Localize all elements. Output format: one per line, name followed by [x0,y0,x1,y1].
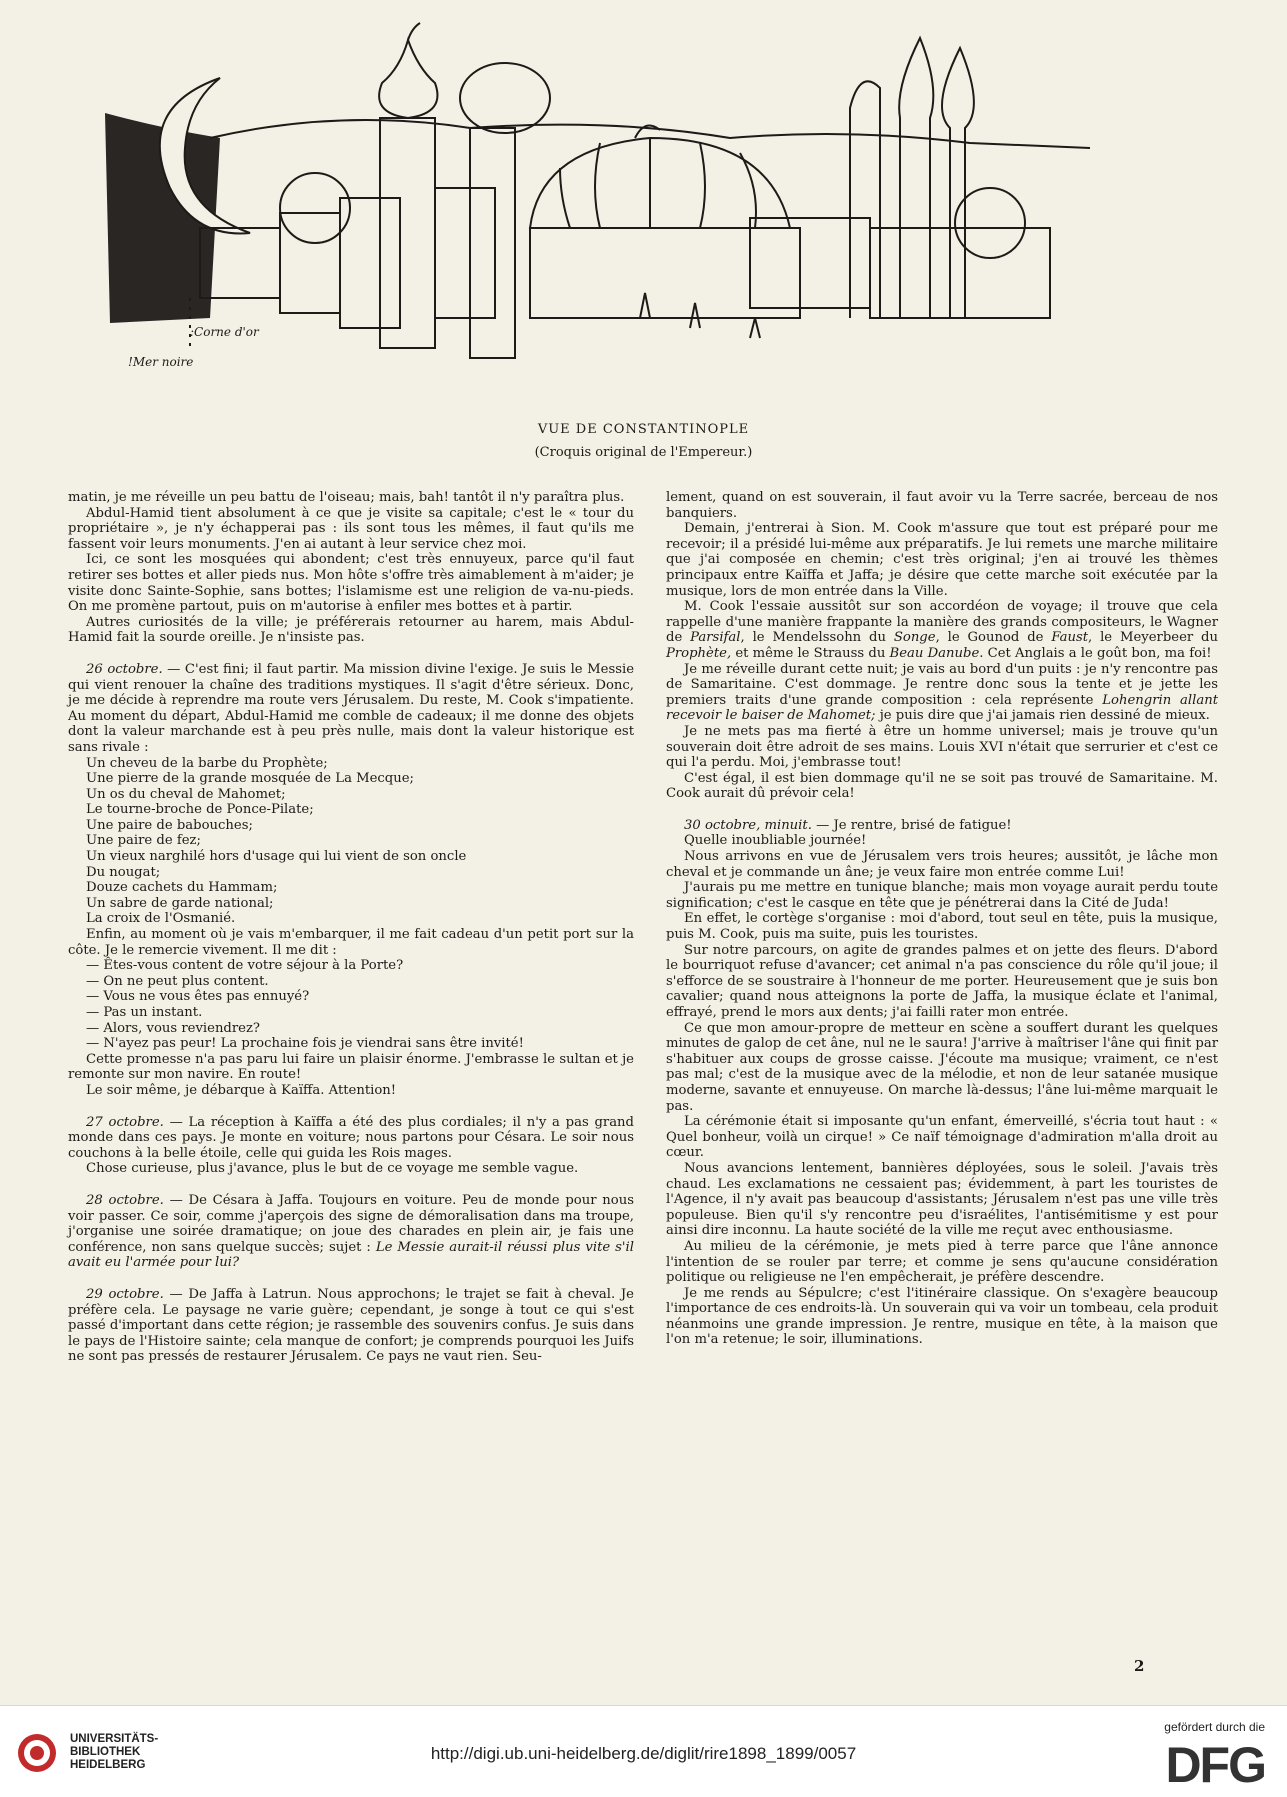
text-run: M. Cook l'essaie aussitôt sur son accordéon de voyage; il trouve que cela rappelle d'une manière frappante la manière des grands compositeurs, le Wagner de [666,599,1218,646]
text-run: , le Mendelssohn du [740,630,894,646]
sketch-apple [460,63,550,133]
sketch-carrot [899,38,933,318]
paragraph: Chose curieuse, plus j'avance, plus le but de ce voyage me semble vague. [86,1161,579,1177]
paragraph: Enfin, au moment où je vais m'embarquer, il me fait cadeau d'un petit port sur la côte. Je le remercie vivement. Il me dit : [68,927,634,958]
dialogue-line: — On ne peut plus content. [86,973,269,989]
gift-list-item: Du nougat; [86,864,161,880]
viewer-footer [0,1705,1287,1797]
paragraph: Je me rends au Sépulcre; c'est l'itinéraire classique. On s'exagère beaucoup l'importance de ces endroits-là. Un souverain qui va voir un tombeau, cela produit néanmoins une grande impression. Je rentre, musique en tête, à la maison que l'on m'a retenue; le soir, illuminations. [666,1285,1218,1348]
paragraph: Sur notre parcours, on agite de grandes palmes et on jette des fleurs. D'abord le bourriquot refuse d'avancer; cet animal n'a pas conscience du rôle qu'il joue; il s'efforce de se soustraire à l'honneur de me porter. Heureusement que je suis bon cavalier; quand nous atteignons la porte de Jaffa, la musique éclate et l'animal, effrayé, prend le mors aux dents; j'ai failli rater mon entrée. [666,942,1218,1020]
entry-text: — De Césara à Jaffa. Toujours en voiture. Peu de monde pour nous voir passer. Ce soir, comme j'aperçois des signe de démoralisation dans ma troupe, j'organise une soirée dramatique; on joue des charades en plein air, je fais une conférence, non sans quelque succès; sujet : [68,1192,634,1255]
paragraph: La cérémonie était si imposante qu'un enfant, émerveillé, s'écria tout haut : « Quel bonheur, voilà un cirque! » Ce naïf témoignage d'admiration m'alla droit au cœur. [666,1114,1218,1161]
text-run: . Cet Anglais a le goût bon, ma foi! [979,645,1212,661]
paragraph: lement, quand on est souverain, il faut avoir vu la Terre sacrée, berceau de nos banquiers. [666,490,1218,521]
sketch-pear [379,40,437,118]
text-run: je puis dire que j'ai jamais rien dessiné de mieux. [875,708,1210,724]
library-name-line: UNIVERSITÄTS- [70,1733,159,1745]
text-column-left [68,490,634,1365]
paragraph: Au milieu de la cérémonie, je mets pied à terre parce que l'âne annonce l'intention de se rouler par terre; et comme je sens qu'aucune considération politique ou religieuse ne l'en empêcherait, je préfère descendre. [666,1238,1218,1286]
entry-text: — La réception à Kaïffa a été des plus cordiales; il n'y a pas grand monde dans ces pays. Je monte en voiture; nous partons pour Césara. Le soir nous couchons à la belle étoile, celle qui guida les Rois mages. [68,1114,634,1161]
paragraph [666,662,1218,724]
diary-entry-oct30 [666,818,1218,834]
text-column-right [666,490,1218,1348]
page-number: 2 [1134,1657,1145,1675]
dialogue-line: — Vous ne vous êtes pas ennuyé? [86,989,310,1005]
library-name-line: BIBLIOTHEK [70,1746,141,1758]
entry-date: 30 octobre, minuit. [684,817,812,833]
work-title: Faust [1051,630,1089,646]
sketch-asparagus [850,81,880,318]
gift-list-item: Une paire de babouches; [86,817,253,833]
paragraph: Autres curiosités de la ville; je préférerais retourner au harem, mais Abdul-Hamid fait la sourde oreille. Je n'insiste pas. [68,614,634,646]
work-title: Songe [893,630,936,646]
dialogue-line: — Alors, vous reviendrez? [86,1020,261,1036]
sketch-tower [380,118,435,348]
work-title: Parsifal [690,630,741,646]
gift-list-item: Un sabre de garde national; [86,895,274,911]
sketch-pumpkin [530,138,790,228]
text-run: , le Gounod de [935,630,1052,646]
paragraph: J'aurais pu me mettre en tunique blanche; mais mon voyage aurait perdu toute signification; c'est le casque en tête que je pénétrerai dans la Cité de Juda! [666,880,1218,911]
diary-entry-oct27 [68,1115,634,1162]
sketch-building [750,218,870,308]
dialogue-line: — Pas un instant. [86,1005,203,1020]
funding-label: gefördert durch die [1164,1720,1265,1734]
text-run: et même le Strauss du [731,645,890,661]
sketch-label-golden-horn: :Corne d'or [190,325,259,339]
paragraph: Cette promesse n'a pas paru lui faire un plaisir énorme. J'embrasse le sultan et je remonte sur mon navire. En route! [68,1051,634,1083]
figure-caption-subtitle: (Croquis original de l'Empereur.) [534,445,753,460]
entry-date: 28 octobre. [86,1192,164,1208]
sketch-tower [470,128,515,358]
paragraph: matin, je me réveille un peu battu de l'oiseau; mais, bah! tantôt il n'y paraîtra plus. [68,490,625,505]
sketch-building [280,213,340,313]
sketch-building [530,228,800,318]
paragraph [666,599,1218,661]
text-run: , le Meyerbeer du [1088,630,1218,646]
work-title: Lohengrin allant recevoir le baiser de Mahomet; [666,692,1219,724]
sketch-label-black-sea: !Mer noire [128,355,194,369]
paragraph: Nous avancions lentement, bannières déployées, sous le soleil. J'avais très chaud. Les exclamations ne cessaient pas; évidemment, à part les touristes de l'Agence, il n'y avait pas beaucoup d'assistants; Jérusalem n'est pas une ville très populeuse. Bien qu'il s'y rencontre peu d'israélites, l'antisémitisme y est pour ainsi dire inconnu. La haute société de la ville me reçut avec enthousiasme. [666,1160,1218,1239]
dialogue-line: — N'ayez pas peur! La prochaine fois je viendrai sans être invité! [86,1036,524,1052]
text-run: Je me réveille durant cette nuit; je vais au bord d'un puits : je n'y rencontre pas de Samaritaine. C'est dommage. Je rentre donc sous la tente et je jette les premiers traits d'une grande composition : cela représente [666,661,1218,708]
paragraph: En effet, le cortège s'organise : moi d'abord, tout seul en tête, puis la musique, puis M. Cook, puis ma suite, puis les touristes. [666,911,1218,943]
paragraph: Ici, ce sont les mosquées qui abondent; c'est très ennuyeux, parce qu'il faut retirer ses bottes et aller pieds nus. Mon hôte s'offre très aimablement à m'aider; je visite donc Sainte-Sophie, sans bottes; l'islamisme est une religion de va-nu-pieds. On me promène partout, puis on m'autorise à enfiler mes bottes et à partir. [68,552,634,615]
sketch-building [435,188,495,318]
work-title: Prophète, [666,645,732,661]
paragraph: Quelle inoubliable journée! [684,833,867,849]
gift-list-item: Une paire de fez; [86,833,201,849]
figure-caption-title: VUE DE CONSTANTINOPLE [537,422,750,437]
paragraph: Le soir même, je débarque à Kaïffa. Attention! [86,1082,397,1098]
gift-list-item: Un cheveu de la barbe du Prophète; [86,755,328,771]
paragraph: Nous arrivons en vue de Jérusalem vers trois heures; aussitôt, je lâche mon cheval et je commande un âne; je veux faire mon entrée comme Lui! [666,849,1218,880]
work-title: Beau Danube [889,645,980,661]
dfg-logo: DFG [1165,1737,1265,1793]
entry-date: 29 octobre. [86,1286,164,1302]
paragraph: C'est égal, il est bien dommage qu'il ne se soit pas trouvé de Samaritaine. M. Cook aurait dû prévoir cela! [666,770,1218,802]
paragraph: Je ne mets pas ma fierté à être un homme universel; mais je trouve qu'un souverain doit être adroit de ses mains. Louis XVI n'était que serrurier et c'est ce qui l'a perdu. Moi, j'embrasse tout! [666,723,1218,771]
gift-list-item: Un os du cheval de Mahomet; [86,786,286,802]
entry-date: 27 octobre. [86,1114,164,1130]
entry-date: 26 octobre. [86,661,163,677]
gift-list-item: Le tourne-broche de Ponce-Pilate; [86,802,314,818]
lecture-subject: Le Messie aurait-il réussi plus vite s'il avait eu l'armée pour lui? [68,1239,634,1271]
library-name-line: HEIDELBERG [70,1759,146,1771]
gift-list-item: La croix de l'Osmanié. [86,911,236,927]
paragraph: Demain, j'entrerai à Sion. M. Cook m'assure que tout est préparé pour me recevoir; il a présidé lui-même aux préparatifs. Je lui remets une marche militaire que j'ai composée en chemin; c'est très original; j'en ai trouvé les thèmes principaux entre Kaïffa et Jaffa; je désire que cette marche soit exécutée par la musique, lors de mon entrée dans la Ville. [666,521,1218,599]
gift-list-item: Douze cachets du Hammam; [86,880,278,896]
diary-entry-oct28 [68,1193,634,1271]
sketch-radish [942,48,974,318]
entry-text: — De Jaffa à Latrun. Nous approchons; le trajet se fait à cheval. Je préfère cela. Le paysage ne varie guère; cependant, je songe à tout ce qui s'est passé d'important dans cette région; je rassemble des souvenirs confus. Je suis dans le pays de l'Histoire sainte; cela manque de confort; je comprends pourquoi les Juifs ne sont pas pressés de restaurer Jérusalem. Ce pays ne vaut rien. Seu- [68,1286,634,1365]
paragraph: Ce que mon amour-propre de metteur en scène a souffert durant les quelques minutes de galop de cet âne, nul ne le saura! J'arrive à maîtriser l'âne qui finit par s'habituer aux coups de grosse caisse. J'écoute ma musique; vraiment, ce n'est pas mal; c'est de la musique avec de la mélodie, et non de leur satanée musique moderne, savante et ennuyeuse. On marche là-dessus; l'âne lui-même marquait le pas. [666,1020,1218,1114]
paragraph: Abdul-Hamid tient absolument à ce que je visite sa capitale; c'est le « tour du propriétaire », je n'y échapperai pas : ils sont tous les mêmes, il faut qu'ils me fassent voir leurs monuments. J'en ai autant à leur service chez moi. [68,505,634,552]
gift-list-item: Une pierre de la grande mosquée de La Mecque; [86,771,414,787]
sketch-figure [640,293,760,338]
permalink-url[interactable]: http://digi.ub.uni-heidelberg.de/diglit/rire1898_1899/0057 [430,1744,857,1763]
dialogue-line: — Êtes-vous content de votre séjour à la Porte? [86,958,404,974]
entry-text: — C'est fini; il faut partir. Ma mission divine l'exige. Je suis le Messie qui vient renouer la chaîne des traditions mystiques. Il s'agit d'être sérieux. Donc, je me décide à reprendre ma route vers Jérusalem. Du reste, M. Cook s'impatiente. Au moment du départ, Abdul-Hamid me comble de cadeaux; il me donne des objets dont la valeur marchande est à peu près nulle, mais dont la valeur historique est sans rivale : [68,661,635,755]
diary-entry-oct29 [68,1287,634,1365]
constantinople-sketch [90,18,1190,418]
entry-text: — Je rentre, brisé de fatigue! [811,817,1012,833]
diary-entry-oct26 [68,662,634,756]
gift-list-item: Un vieux narghilé hors d'usage qui lui vient de son oncle [86,849,467,865]
